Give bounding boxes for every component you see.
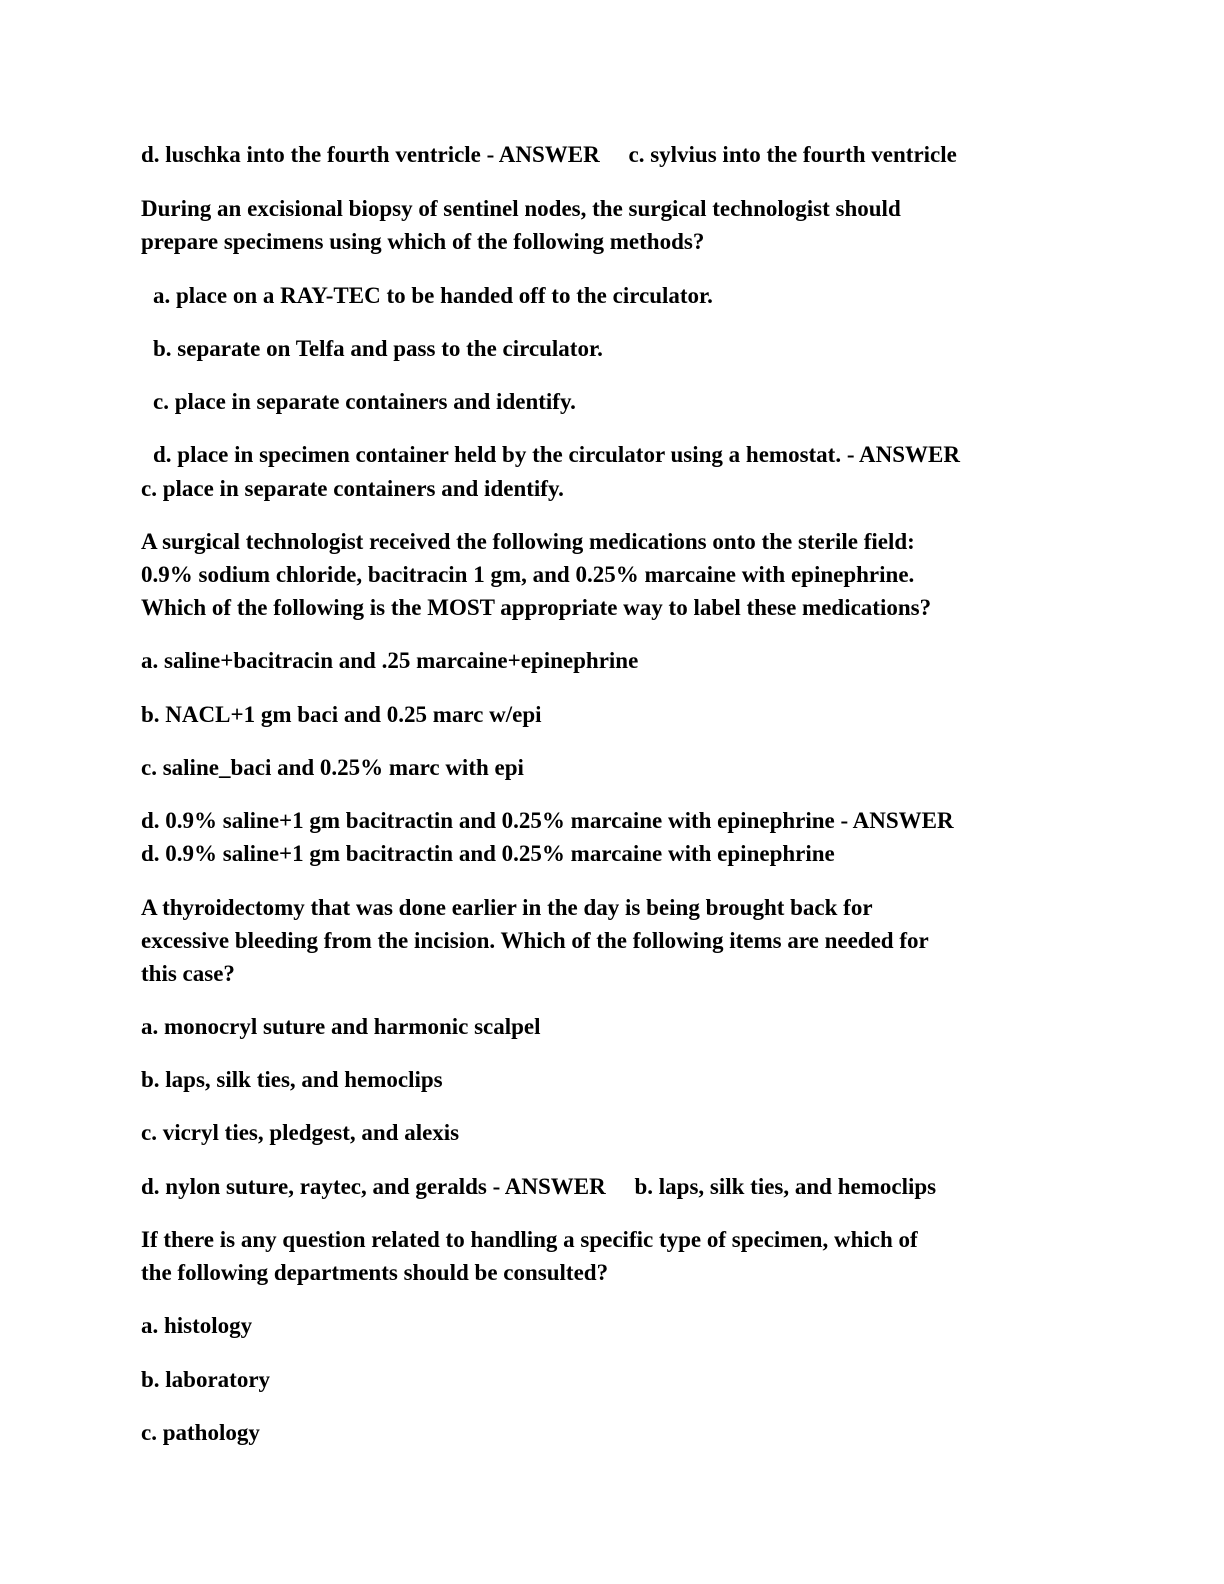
- option-a: a. histology: [141, 1313, 253, 1338]
- option-a: a. place on a RAY-TEC to be handed off to the circulator.: [153, 283, 713, 308]
- option-b: b. laboratory: [141, 1367, 271, 1392]
- option-c: c. pathology: [141, 1420, 260, 1445]
- answer-text: d. 0.9% saline+1 gm bacitractin and 0.25% marcaine with epinephrine: [141, 841, 835, 866]
- option-c: c. saline_baci and 0.25% marc with epi: [141, 755, 524, 780]
- option-b: b. laps, silk ties, and hemoclips: [141, 1067, 443, 1092]
- question-text: this case?: [141, 961, 235, 986]
- question-text: excessive bleeding from the incision. Which of the following items are needed for: [141, 928, 929, 953]
- option-b: b. separate on Telfa and pass to the circulator.: [153, 336, 603, 361]
- answer-line: d. nylon suture, raytec, and geralds - ANSWER b. laps, silk ties, and hemoclips: [141, 1174, 937, 1199]
- question-text: prepare specimens using which of the following methods?: [141, 229, 705, 254]
- option-d: d. place in specimen container held by the circulator using a hemostat. - ANSWER: [153, 442, 960, 467]
- option-d: d. 0.9% saline+1 gm bacitractin and 0.25% marcaine with epinephrine - ANSWER: [141, 808, 954, 833]
- question-text: A surgical technologist received the following medications onto the sterile field:: [141, 529, 915, 554]
- question-text: A thyroidectomy that was done earlier in the day is being brought back for: [141, 895, 873, 920]
- answer-text: c. place in separate containers and identify.: [141, 476, 564, 501]
- option-c: c. place in separate containers and identify.: [153, 389, 576, 414]
- question-text: the following departments should be consulted?: [141, 1260, 609, 1285]
- option-c: c. vicryl ties, pledgest, and alexis: [141, 1120, 460, 1145]
- question-text: Which of the following is the MOST appropriate way to label these medications?: [141, 595, 932, 620]
- answer-line: d. luschka into the fourth ventricle - ANSWER c. sylvius into the fourth ventricle: [141, 142, 957, 167]
- question-text: During an excisional biopsy of sentinel nodes, the surgical technologist should: [141, 196, 901, 221]
- question-text: If there is any question related to handling a specific type of specimen, which of: [141, 1227, 918, 1252]
- question-text: 0.9% sodium chloride, bacitracin 1 gm, and 0.25% marcaine with epinephrine.: [141, 562, 915, 587]
- option-b: b. NACL+1 gm baci and 0.25 marc w/epi: [141, 702, 542, 727]
- option-a: a. monocryl suture and harmonic scalpel: [141, 1014, 541, 1039]
- option-a: a. saline+bacitracin and .25 marcaine+epinephrine: [141, 648, 639, 673]
